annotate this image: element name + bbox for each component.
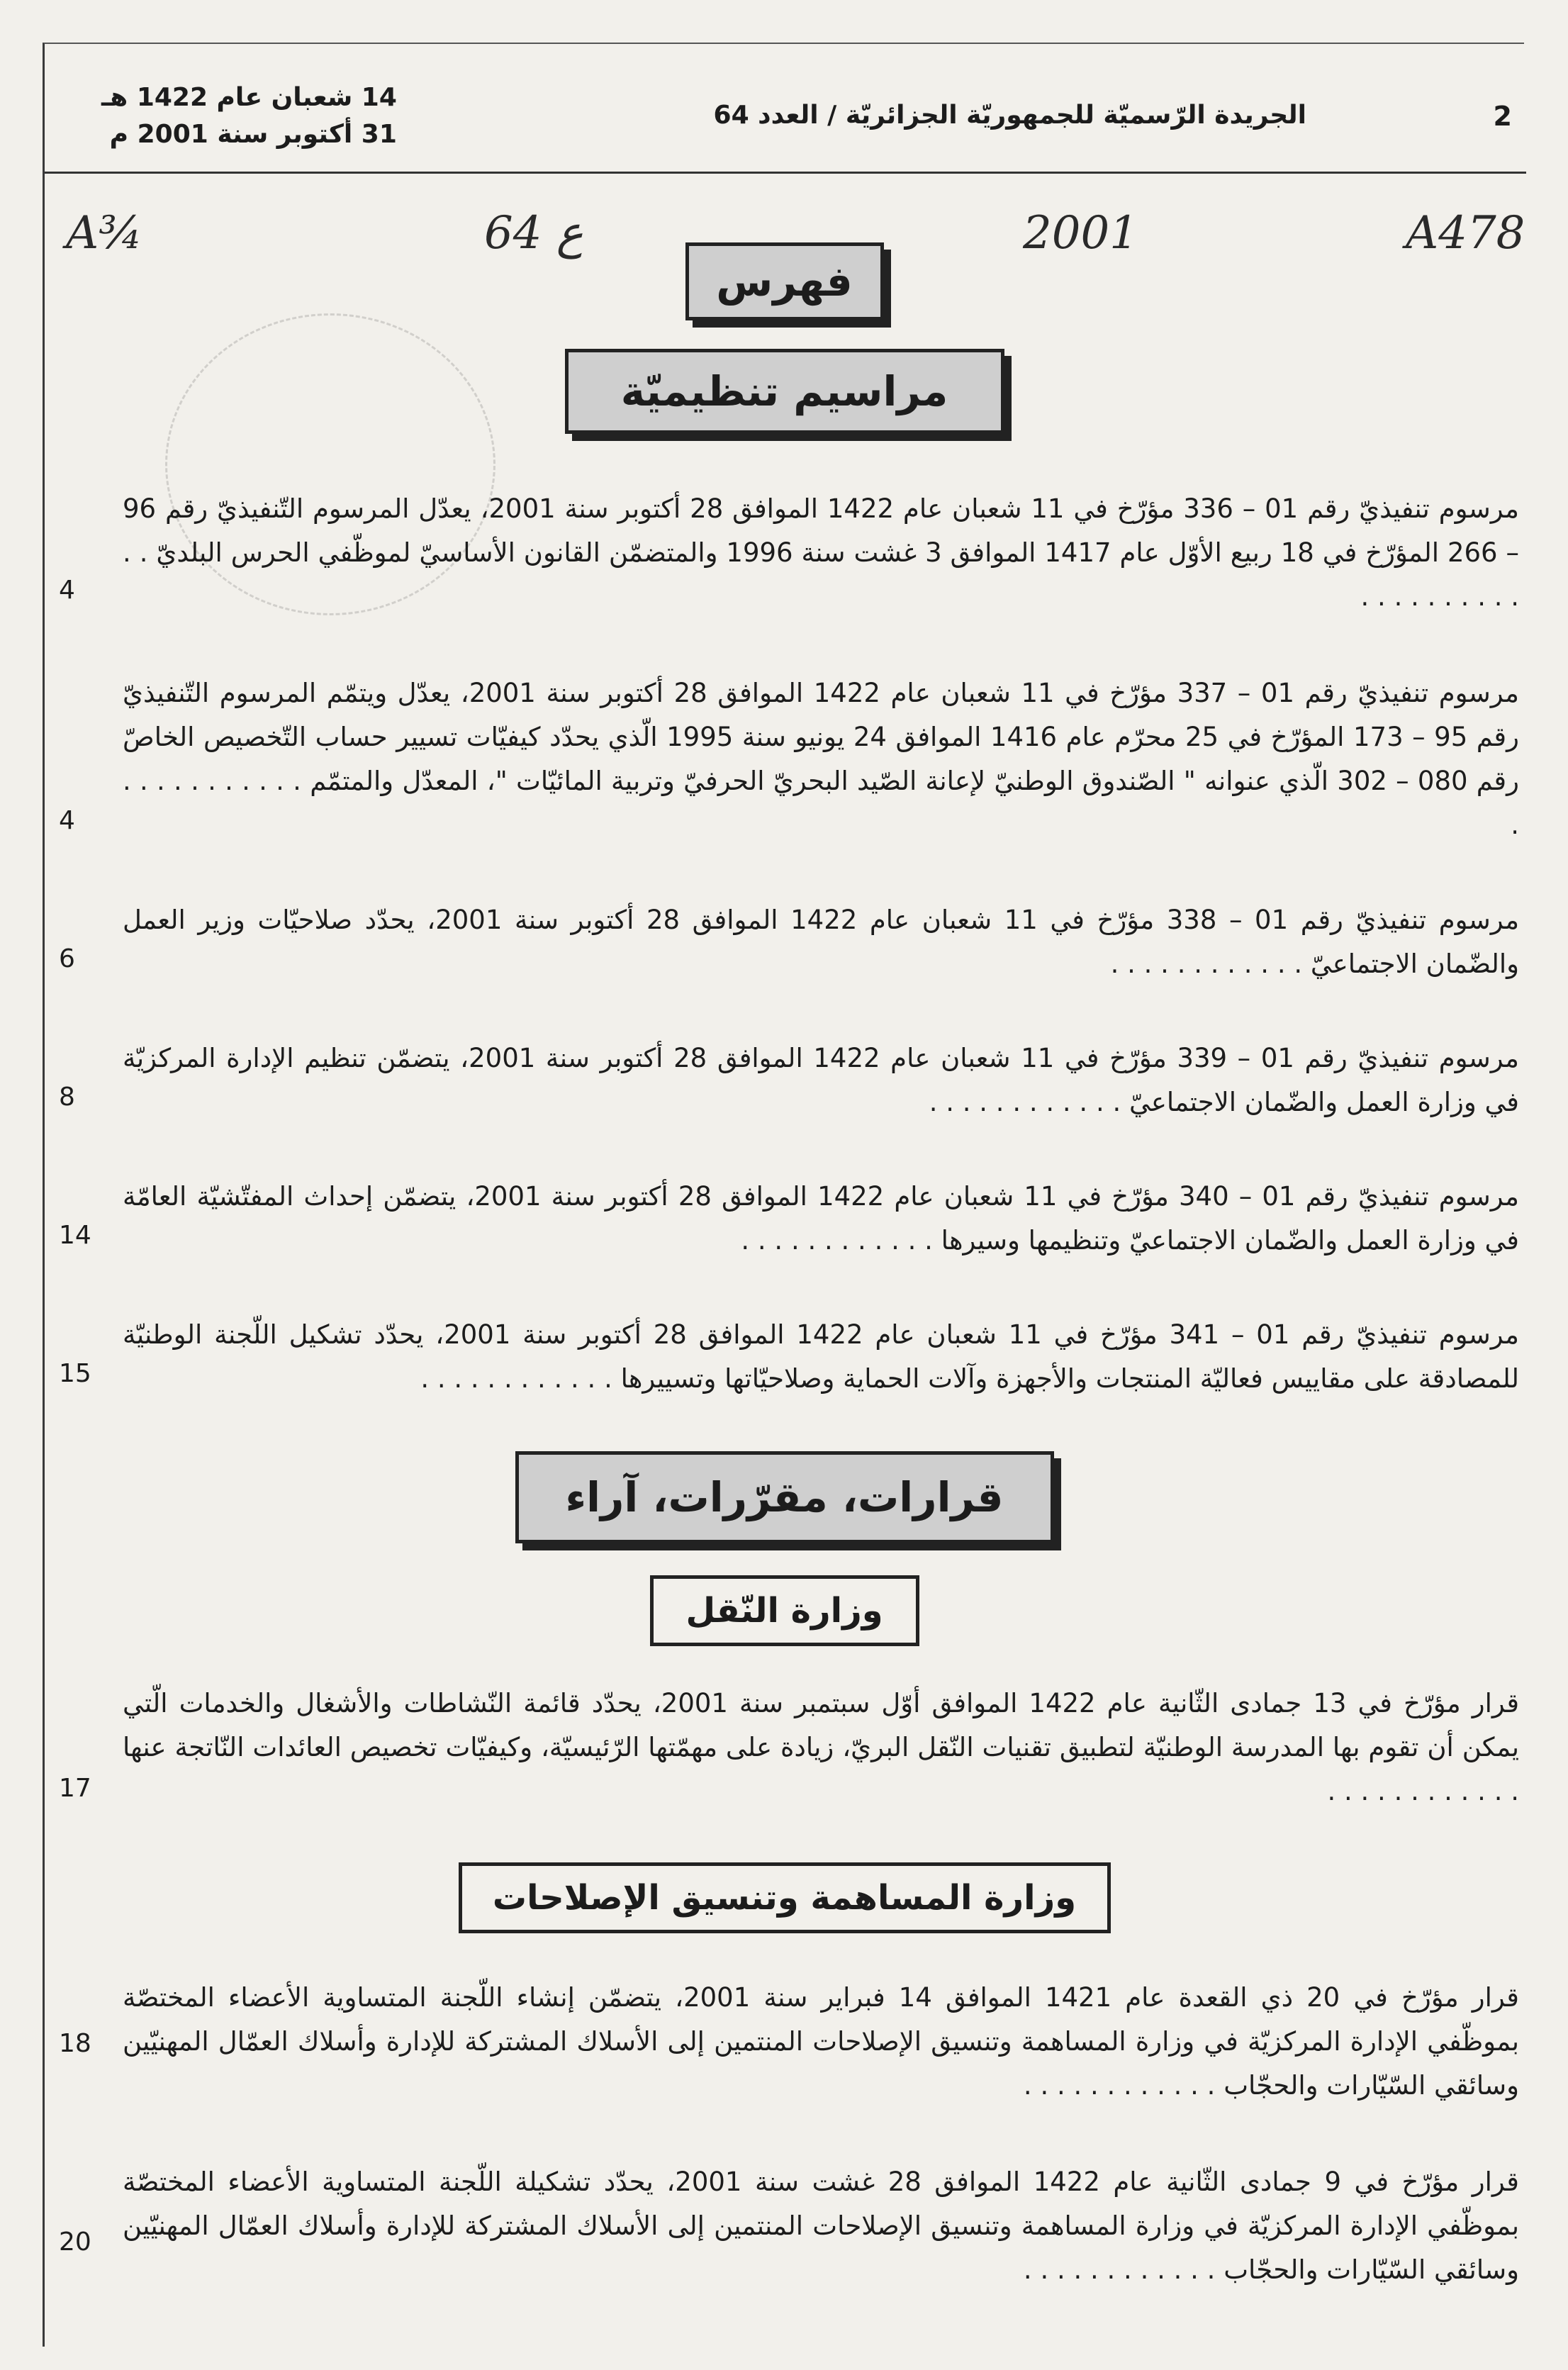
toc-entry-page: 20 bbox=[59, 2228, 91, 2257]
toc-entry-page: 4 bbox=[59, 576, 75, 605]
toc-entry-page: 6 bbox=[59, 944, 75, 973]
page-header bbox=[45, 58, 1526, 179]
handwritten-issue: 64 ع bbox=[484, 207, 583, 259]
toc-entry[interactable] bbox=[123, 1682, 1519, 1813]
decisions-section-title: قرارات، مقرّرات، آراء bbox=[515, 1451, 1054, 1543]
leader-dots: . . . . . . . . . . . . bbox=[1023, 2254, 1216, 2285]
toc-entry[interactable] bbox=[123, 487, 1519, 619]
ministry-participation-title: وزارة المساهمة وتنسيق الإصلاحات bbox=[459, 1862, 1111, 1933]
decrees-section-title: مراسيم تنظيميّة bbox=[565, 349, 1004, 434]
toc-entry-text: قرار مؤرّخ في 13 جمادى الثّانية عام 1422 الموافق أوّل سبتمبر سنة 2001، يحدّد قائمة النّشاطات والأشغال والخدمات الّتي يمكن أن تقوم بها المدرسة الوطنيّة لتطبيق تقنيات النّقل البريّ، زيادة على مهمّتها الرّئيسيّة، وكيفيّات تخصيص العائدات النّاتجة عنها bbox=[123, 1688, 1520, 1762]
handwritten-year: 2001 bbox=[1023, 207, 1138, 259]
toc-entry-text: مرسوم تنفيذيّ رقم 01 – 338 مؤرّخ في 11 شعبان عام 1422 الموافق 28 أكتوبر سنة 2001، يحدّد صلاحيّات وزير العمل والضّمان الاجتماعيّ bbox=[123, 905, 1520, 979]
handwritten-mark-left: A¾ bbox=[66, 207, 143, 259]
toc-entry-text: مرسوم تنفيذيّ رقم 01 – 341 مؤرّخ في 11 شعبان عام 1422 الموافق 28 أكتوبر سنة 2001، يحدّد تشكيل اللّجنة الوطنيّة للمصادقة على مقاييس فعاليّة المنتجات والأجهزة وآلات الحماية وصلاحيّاتها وتسييرها bbox=[123, 1319, 1520, 1394]
date-gregorian: 31 أكتوبر سنة 2001 م bbox=[109, 120, 397, 149]
toc-entry-text: مرسوم تنفيذيّ رقم 01 – 337 مؤرّخ في 11 شعبان عام 1422 الموافق 28 أكتوبر سنة 2001، يعدّل ويتمّم المرسوم التّنفيذيّ رقم 95 – 173 المؤرّخ في 25 محرّم عام 1416 الموافق 24 يونيو سنة 1995 الّذي يحدّد كيفيّات تسيير حساب التّخصيص الخاصّ رقم 080 – 302 الّذي عنوانه " الصّندوق الوطنيّ لإعانة الصّيد البحريّ الحرفيّ وتربية المائيّات "، المعدّل والمتمّم bbox=[123, 678, 1519, 796]
toc-entry-page: 18 bbox=[59, 2029, 91, 2058]
toc-entry[interactable] bbox=[123, 1036, 1519, 1124]
toc-entry[interactable] bbox=[123, 1976, 1519, 2108]
toc-entry[interactable] bbox=[123, 671, 1519, 847]
toc-entry-text: مرسوم تنفيذيّ رقم 01 – 339 مؤرّخ في 11 شعبان عام 1422 الموافق 28 أكتوبر سنة 2001، يتضمّن تنظيم الإدارة المركزيّة في وزارة العمل والضّمان الاجتماعيّ bbox=[123, 1043, 1519, 1117]
toc-entry-text: قرار مؤرّخ في 20 ذي القعدة عام 1421 الموافق 14 فبراير سنة 2001، يتضمّن إنشاء اللّجنة المتساوية الأعضاء المختصّة بموظّفي الإدارة المركزيّة في وزارة المساهمة وتنسيق الإصلاحات المنتمين إلى الأسلاك المشتركة للإدارة وأسلاك العمّال المهنيّين وسائقي السّيّارات والحجّاب bbox=[123, 1982, 1519, 2101]
toc-entry-page: 15 bbox=[59, 1359, 91, 1388]
toc-entry-text: مرسوم تنفيذيّ رقم 01 – 336 مؤرّخ في 11 شعبان عام 1422 الموافق 28 أكتوبر سنة 2001، يعدّل المرسوم التّنفيذيّ رقم 96 – 266 المؤرّخ في 18 ربيع الأوّل عام 1417 الموافق 3 غشت سنة 1996 والمتضمّن القانون الأساسيّ لموظّفي الحرس البلديّ bbox=[123, 493, 1519, 568]
leader-dots: . . . . . . . . . . . . bbox=[929, 1087, 1121, 1117]
leader-dots: . . . . . . . . . . . . bbox=[1110, 949, 1303, 979]
leader-dots: . . . . . . . . . . . . bbox=[123, 537, 1519, 612]
page-number: 2 bbox=[1493, 101, 1512, 132]
gazette-title: الجريدة الرّسميّة للجمهوريّة الجزائريّة / العدد 64 bbox=[713, 101, 1306, 130]
issue-date bbox=[101, 79, 397, 153]
toc-entry-page: 17 bbox=[59, 1774, 91, 1803]
gazette-page bbox=[43, 43, 1524, 2347]
toc-entry[interactable] bbox=[123, 2160, 1519, 2292]
toc-entry[interactable] bbox=[123, 1313, 1519, 1401]
leader-dots: . . . . . . . . . . . . bbox=[420, 1363, 612, 1394]
toc-entry[interactable] bbox=[123, 898, 1519, 986]
ministry-transport-title: وزارة النّقل bbox=[650, 1575, 919, 1646]
date-hijri: 14 شعبان عام 1422 هـ bbox=[101, 83, 397, 112]
toc-entry-text: قرار مؤرّخ في 9 جمادى الثّانية عام 1422 الموافق 28 غشت سنة 2001، يحدّد تشكيلة اللّجنة المتساوية الأعضاء المختصّة بموظّفي الإدارة المركزيّة في وزارة المساهمة وتنسيق الإصلاحات المنتمين إلى الأسلاك المشتركة للإدارة وأسلاك العمّال المهنيّين وسائقي السّيّارات والحجّاب bbox=[123, 2167, 1519, 2285]
toc-entry-page: 14 bbox=[59, 1221, 91, 1250]
index-title: فهرس bbox=[685, 242, 884, 320]
handwritten-ref: A478 bbox=[1406, 207, 1525, 259]
leader-dots: . . . . . . . . . . . . bbox=[123, 766, 1519, 840]
toc-entry-text: مرسوم تنفيذيّ رقم 01 – 340 مؤرّخ في 11 شعبان عام 1422 الموافق 28 أكتوبر سنة 2001، يتضمّن إحداث المفتّشيّة العامّة في وزارة العمل والضّمان الاجتماعيّ وتنظيمها وسيرها bbox=[123, 1181, 1519, 1256]
toc-entry-page: 4 bbox=[59, 806, 75, 835]
toc-entry[interactable] bbox=[123, 1175, 1519, 1263]
leader-dots: . . . . . . . . . . . . bbox=[1023, 2070, 1216, 2101]
toc-entry-page: 8 bbox=[59, 1083, 75, 1112]
header-rule bbox=[45, 172, 1526, 174]
leader-dots: . . . . . . . . . . . . bbox=[1327, 1776, 1519, 1806]
leader-dots: . . . . . . . . . . . . bbox=[741, 1225, 933, 1256]
